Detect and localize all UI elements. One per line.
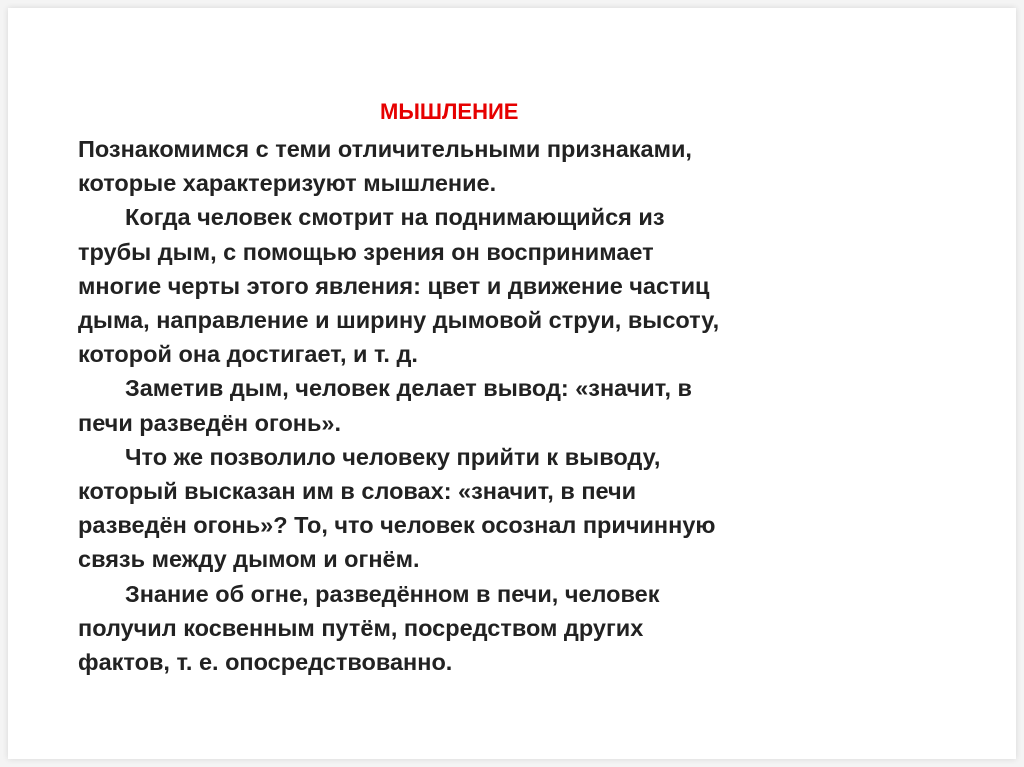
text-line: которые характеризуют мышление. — [78, 170, 497, 197]
slide-body — [78, 132, 948, 679]
text-line: получил косвенным путём, посредством других — [78, 614, 644, 641]
text-line: Когда человек смотрит на поднимающийся из — [125, 204, 665, 231]
text-line: разведён огонь»? То, что человек осознал причинную — [78, 512, 716, 539]
text-line: Познакомимся с теми отличительными признаками, — [78, 136, 692, 162]
text-line: Знание об огне, разведённом в печи, человек — [125, 580, 660, 607]
text-line: связь между дымом и огнём. — [78, 546, 420, 573]
text-line: многие черты этого явления: цвет и движение частиц — [78, 272, 710, 299]
text-line: трубы дым, с помощью зрения он воспринимает — [78, 238, 654, 265]
text-line: Заметив дым, человек делает вывод: «значит, в — [125, 375, 692, 402]
text-line: фактов, т. е. опосредствованно. — [78, 649, 453, 676]
text-line: дыма, направление и ширину дымовой струи, высоту, — [78, 307, 720, 334]
text-line: которой она достигает, и т. д. — [78, 341, 418, 368]
text-line: Что же позволило человеку прийти к выводу, — [125, 443, 661, 470]
slide — [8, 8, 1016, 759]
slide-title: МЫШЛЕНИЕ — [380, 99, 519, 124]
text-line: который высказан им в словах: «значит, в печи — [78, 478, 637, 505]
text-line: печи разведён огонь». — [78, 409, 342, 436]
